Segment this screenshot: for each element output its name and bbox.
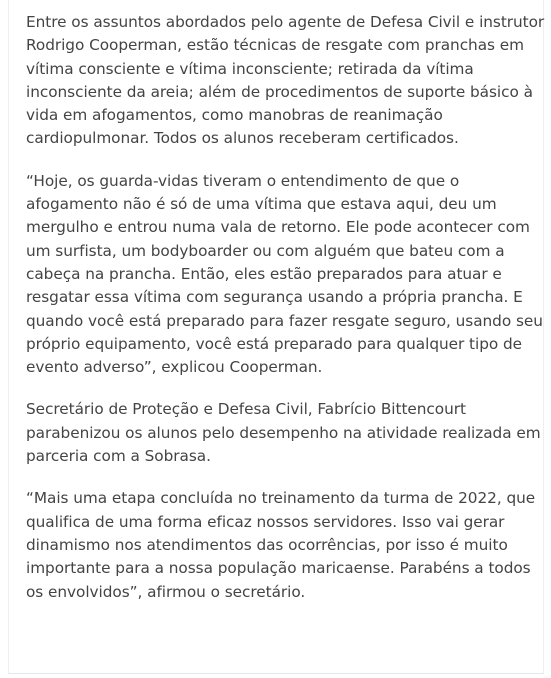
paragraph-line: resgatar essa vítima com segurança usando a própria prancha. E [26, 288, 523, 307]
paragraph-line: vítima consciente e vítima inconsciente; retirada da vítima [26, 59, 474, 78]
paragraph-4-quote [26, 487, 534, 603]
paragraph-2-quote [26, 170, 543, 380]
paragraph-1 [26, 11, 545, 151]
paragraph-line: mergulho e entrou numa vala de retorno. Ele pode acontecer com [26, 218, 530, 237]
paragraph-line: parabenizou os alunos pelo desempenho na atividade realizada em [26, 423, 541, 442]
paragraph-line: dinamismo nos atendimentos das ocorrências, por isso é muito [26, 535, 508, 554]
paragraph-line: parceria com a Sobrasa. [26, 447, 211, 466]
paragraph-line: Entre os assuntos abordados pelo agente de Defesa Civil e instrutor [26, 13, 545, 31]
paragraph-3 [26, 398, 541, 468]
paragraph-line: inconsciente da areia; além de procedimentos de suporte básico à [26, 82, 533, 101]
paragraph-line: “Mais uma etapa concluída no treinamento da turma de 2022, que [26, 489, 536, 508]
paragraph-line: os envolvidos”, afirmou o secretário. [26, 582, 306, 601]
paragraph-line: quando você está preparado para fazer resgate seguro, usando seu [26, 311, 543, 330]
paragraph-line: evento adverso”, explicou Cooperman. [26, 358, 323, 377]
paragraph-line: cardiopulmonar. Todos os alunos receberam certificados. [26, 129, 459, 148]
paragraph-line: cabeça na prancha. Então, eles estão preparados para atuar e [26, 264, 502, 283]
paragraph-line: qualifica de uma forma eficaz nossos servidores. Isso vai gerar [26, 512, 505, 531]
paragraph-line: Secretário de Proteção e Defesa Civil, Fabrício Bittencourt [26, 400, 466, 419]
paragraph-line: “Hoje, os guarda-vidas tiveram o entendimento de que o [26, 171, 460, 190]
paragraph-line: importante para a nossa população maricaense. Parabéns a todos [26, 559, 531, 578]
article-body [26, 11, 545, 623]
paragraph-line: próprio equipamento, você está preparado para qualquer tipo de [26, 334, 522, 353]
paragraph-line: vida em afogamentos, como manobras de reanimação [26, 106, 443, 125]
paragraph-line: afogamento não é só de uma vítima que estava aqui, deu um [26, 195, 497, 214]
paragraph-line: um surfista, um bodyboarder ou com alguém que bateu com a [26, 241, 505, 260]
paragraph-line: Rodrigo Cooperman, estão técnicas de resgate com pranchas em [26, 36, 524, 55]
